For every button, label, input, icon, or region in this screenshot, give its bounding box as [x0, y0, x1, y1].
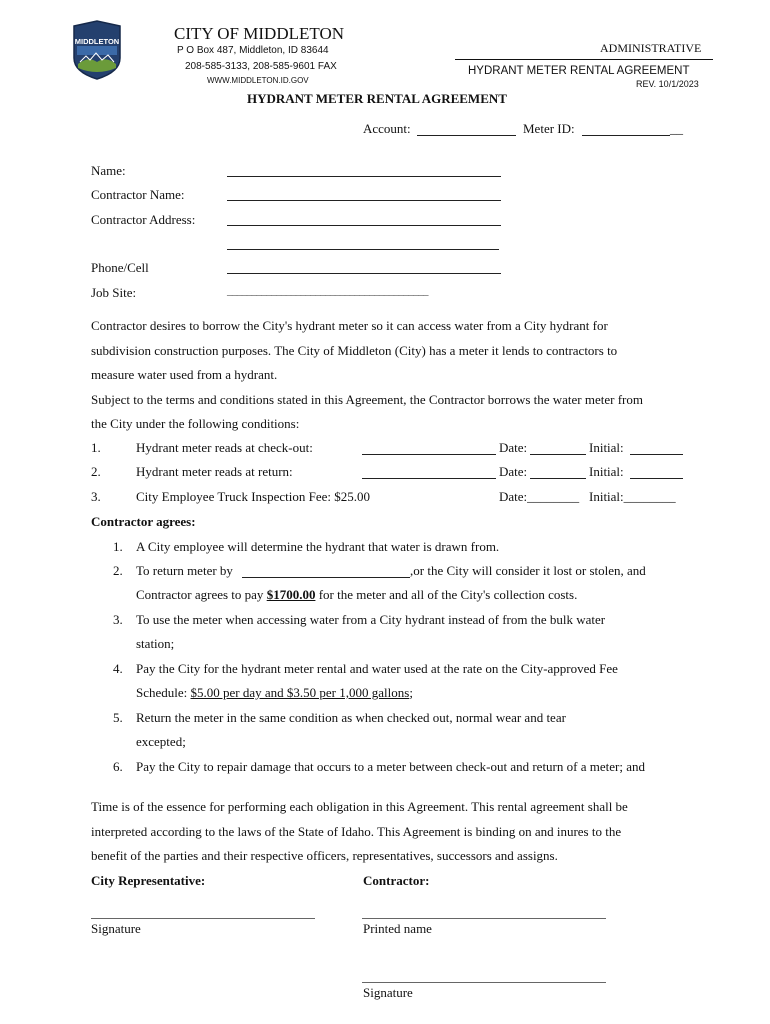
logo-text: MIDDLETON [74, 37, 120, 46]
intro-line: subdivision construction purposes. The City of Middleton (City) has a meter it lends to contractors to [91, 343, 618, 358]
job-site-field[interactable]: _________________________________________ [227, 285, 428, 297]
checkout-initial-field[interactable] [630, 454, 683, 455]
agree-number: 6. [113, 759, 123, 774]
city-address: P O Box 487, Middleton, ID 83644 [177, 45, 329, 56]
return-initial-field[interactable] [630, 478, 683, 479]
condition-initial-label: Initial: [589, 440, 624, 455]
phone-cell-label: Phone/Cell [91, 260, 149, 275]
checkout-reading-field[interactable] [362, 454, 496, 455]
category-label: ADMINISTRATIVE [600, 41, 702, 55]
agree-item-text: To return meter by [136, 563, 233, 578]
agree-item-text: Return the meter in the same condition as when checked out, normal wear and tear [136, 710, 566, 725]
agree-item-text: ,or the City will consider it lost or stolen, and [410, 563, 646, 578]
meter-cost-amount: $1700.00 [266, 587, 316, 602]
city-rep-heading: City Representative: [91, 873, 206, 888]
agree-number: 2. [113, 563, 123, 578]
inspection-initial-field[interactable]: Initial:________ [589, 489, 676, 504]
intro-line: the City under the following conditions: [91, 416, 300, 431]
condition-number: 3. [91, 489, 101, 504]
condition-date-label: Date: [499, 464, 528, 479]
closing-line: Time is of the essence for performing each obligation in this Agreement. This rental agreement shall be [91, 799, 628, 814]
contractor-address-field-1[interactable] [227, 225, 501, 226]
revision-date: REV. 10/1/2023 [636, 79, 699, 89]
contractor-printed-name-label: Printed name [363, 921, 432, 936]
agree-item-text: To use the meter when accessing water from a City hydrant instead of from the bulk water [136, 612, 606, 627]
agree-item-text-continued: station; [136, 636, 175, 651]
city-logo [70, 20, 124, 80]
city-signature-label: Signature [91, 921, 141, 936]
contractor-heading: Contractor: [363, 873, 430, 888]
header-divider [455, 59, 713, 60]
name-field[interactable] [227, 176, 501, 177]
agree-item-text-continued: Contractor agrees to pay $1700.00 for the meter and all of the City's collection costs. [136, 587, 578, 602]
contractor-address-label: Contractor Address: [91, 212, 196, 227]
intro-line: Subject to the terms and conditions stated in this Agreement, the Contractor borrows the water meter from [91, 392, 643, 407]
agree-item-text: Pay the City to repair damage that occurs to a meter between check-out and return of a meter; and [136, 759, 645, 774]
contractor-signature-label: Signature [363, 985, 413, 1000]
contractor-name-label: Contractor Name: [91, 187, 185, 202]
intro-line: measure water used from a hydrant. [91, 367, 278, 382]
intro-line: Contractor desires to borrow the City's hydrant meter so it can access water from a City hydrant for [91, 318, 608, 333]
meter-id-suffix: __ [670, 121, 683, 136]
contractor-signature-line[interactable] [362, 982, 606, 983]
job-site-label: Job Site: [91, 285, 137, 300]
condition-number: 1. [91, 440, 101, 455]
return-date-field[interactable] [530, 478, 586, 479]
document-title: HYDRANT METER RENTAL AGREEMENT [247, 91, 507, 106]
agrees-heading: Contractor agrees: [91, 514, 196, 529]
condition-date-label: Date: [499, 440, 528, 455]
contractor-name-field[interactable] [227, 200, 501, 201]
account-field[interactable] [417, 135, 516, 136]
inspection-date-field[interactable]: Date:________ [499, 489, 580, 504]
agree-number: 1. [113, 539, 123, 554]
condition-initial-label: Initial: [589, 464, 624, 479]
checkout-date-field[interactable] [530, 454, 586, 455]
condition-text: Hydrant meter reads at return: [136, 464, 293, 479]
name-label: Name: [91, 163, 126, 178]
agree-item-text-continued: excepted; [136, 734, 186, 749]
condition-text: City Employee Truck Inspection Fee: $25.00 [136, 489, 370, 504]
return-by-date-field[interactable] [242, 577, 410, 578]
closing-line: benefit of the parties and their respective officers, representatives, successors and assigns. [91, 848, 558, 863]
agree-number: 4. [113, 661, 123, 676]
city-website[interactable]: WWW.MIDDLETON.ID.GOV [207, 76, 309, 85]
return-reading-field[interactable] [362, 478, 496, 479]
agree-item-text: Pay the City for the hydrant meter rental and water used at the rate on the City-approved Fee [136, 661, 618, 676]
city-phone-fax: 208-585-3133, 208-585-9601 FAX [185, 61, 337, 72]
agree-item-text: A City employee will determine the hydrant that water is drawn from. [136, 539, 500, 554]
form-title-right: HYDRANT METER RENTAL AGREEMENT [468, 65, 690, 77]
contractor-address-field-2[interactable] [227, 249, 499, 250]
agree-item-text-continued: Schedule: $5.00 per day and $3.50 per 1,000 gallons; [136, 685, 413, 700]
city-name: CITY OF MIDDLETON [174, 24, 344, 43]
phone-cell-field[interactable] [227, 273, 501, 274]
contractor-printed-name-line[interactable] [362, 918, 606, 919]
agree-number: 5. [113, 710, 123, 725]
condition-number: 2. [91, 464, 101, 479]
fee-schedule-rate: $5.00 per day and $3.50 per 1,000 gallons [190, 685, 410, 700]
account-label: Account: [363, 121, 411, 136]
city-signature-line[interactable] [91, 918, 315, 919]
condition-text: Hydrant meter reads at check-out: [136, 440, 313, 455]
agree-number: 3. [113, 612, 123, 627]
meter-id-label: Meter ID: [523, 121, 575, 136]
meter-id-field[interactable] [582, 135, 670, 136]
closing-line: interpreted according to the laws of the State of Idaho. This Agreement is binding on and inures to the [91, 824, 622, 839]
